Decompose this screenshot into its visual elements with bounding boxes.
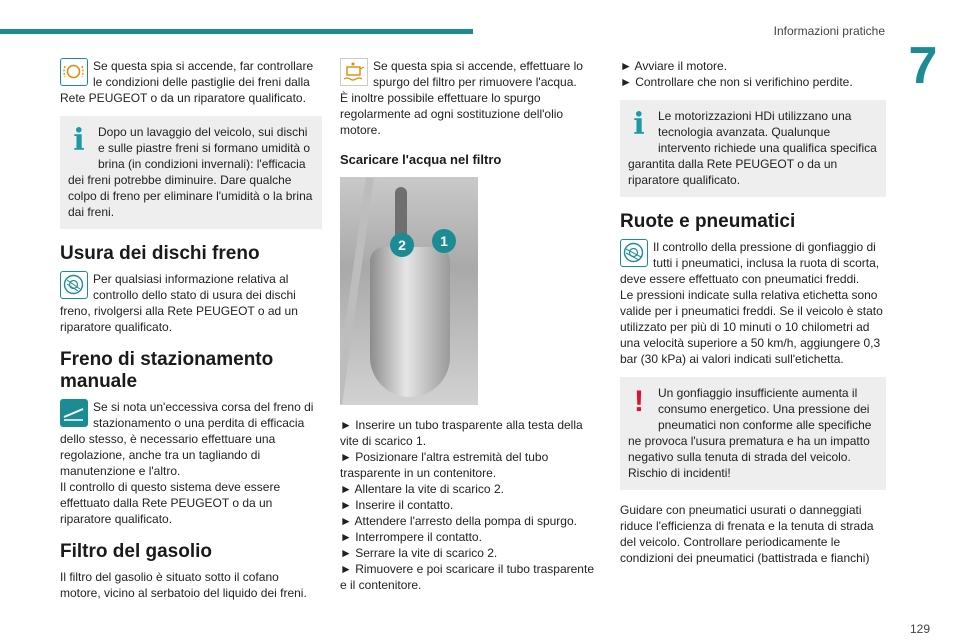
engine-steps <box>620 58 886 90</box>
step-item: ► Interrompere il contatto. <box>340 530 482 544</box>
water-drain-text: È inoltre possibile effettuare lo spurgo regolarmente ad ogni sostituzione dell'olio motore. <box>340 91 564 137</box>
disc-wear-text: Per qualsiasi informazione relativa al controllo dello stato di usura dei dischi freno, rivolgersi alla Rete PEUGEOT o ad un riparatore qualificato. <box>60 272 298 334</box>
parking-brake-text-2: Il controllo di questo sistema deve essere effettuato dalla Rete PEUGEOT o da un riparatore qualificato. <box>60 480 281 526</box>
photo-hose <box>340 178 374 405</box>
step-item: ► Inserire un tubo trasparente alla testa della vite di scarico 1. <box>340 418 583 448</box>
wheels-text-2: Le pressioni indicate sulla relativa etichetta sono valide per i pneumatici freddi. Se il veicolo è stato utilizzato per più di 10 minuti o 10 chilometri ad una velocità superiore a 50 km/h, aggiungere 0,3 bar (30 kPa) ai valori indicati sull'etichetta. <box>620 288 883 366</box>
diesel-filter-heading: Filtro del gasolio <box>60 541 213 562</box>
parking-brake-heading: Freno di stazionamento manuale <box>60 349 274 392</box>
step-item: ► Inserire il contatto. <box>340 498 454 512</box>
callout-1: 1 <box>432 229 456 253</box>
column-2 <box>340 58 602 593</box>
brake-pad-warning-icon <box>60 58 88 86</box>
parking-brake-block <box>60 399 322 527</box>
section-title: Informazioni pratiche <box>773 24 885 38</box>
disc-wear-heading: Usura dei dischi freno <box>60 243 260 264</box>
step-item: ► Avviare il motore. <box>620 59 728 73</box>
warning-exclamation-icon: ! <box>634 385 644 418</box>
info-moisture-text: Dopo un lavaggio del veicolo, sui dischi e sulle piastre freni si formano umidità o brina (in condizioni invernali): l'efficacia dei freni potrebbe diminuire. Dare qualche colpo di freno per eliminare l'umidità o la brina dai freni. <box>68 125 313 219</box>
brake-disc-icon <box>60 271 88 299</box>
chapter-number: 7 <box>908 37 938 95</box>
wheels-text-1: Il controllo della pressione di gonfiaggio di tutti i pneumatici, inclusa la ruota di scorta, deve essere effettuato con pneumatici freddi. <box>620 240 880 286</box>
water-warning-block <box>340 58 602 138</box>
disc-wear-block <box>60 271 322 335</box>
photo-filter-body <box>370 247 450 397</box>
drain-steps <box>340 417 602 593</box>
column-3 <box>620 58 886 566</box>
wheels-text-3: Guidare con pneumatici usurati o danneggiati riduce l'efficienza di frenata e la tenuta di strada del veicolo. Controllare periodicamente le condizioni dei pneumatici (battistrada e fianchi) <box>620 503 874 565</box>
info-box-moisture <box>60 116 322 229</box>
parking-brake-text-1: Se si nota un'eccessiva corsa del freno di stazionamento o una perdita di efficacia dello stesso, è necessario effettuare una regolazione, anche tra un tagliando di manutenzione e l'altro. <box>60 400 314 478</box>
parking-brake-icon <box>60 399 88 427</box>
step-item: ► Controllare che non si verifichino perdite. <box>620 75 853 89</box>
page-number: 129 <box>909 622 930 636</box>
diesel-filter-text: Il filtro del gasolio è situato sotto il cofano motore, vicino al serbatoio del liquido dei freni. <box>60 570 307 600</box>
fuel-filter-photo <box>340 177 478 405</box>
header-accent-bar <box>0 29 473 34</box>
callout-2: 2 <box>390 233 414 257</box>
step-item: ► Serrare la vite di scarico 2. <box>340 546 498 560</box>
step-item: ► Posizionare l'altra estremità del tubo trasparente in un contenitore. <box>340 450 549 480</box>
wheels-block <box>620 239 886 367</box>
info-hdi-text: Le motorizzazioni HDi utilizzano una tecnologia avanzata. Qualunque intervento richiede una qualifica specifica garantita dalla Rete PEUGEOT o da un riparatore qualificato. <box>628 109 877 187</box>
step-item: ► Attendere l'arresto della pompa di spurgo. <box>340 514 577 528</box>
brake-pad-warning-text: Se questa spia si accende, far controllare le condizioni delle pastiglie dei freni dalla Rete PEUGEOT o da un riparatore qualificato. <box>60 59 314 105</box>
wheels-heading: Ruote e pneumatici <box>620 211 796 232</box>
info-icon: i <box>73 123 85 158</box>
info-icon: i <box>633 107 645 142</box>
step-item: ► Allentare la vite di scarico 2. <box>340 482 504 496</box>
warning-box-pressure <box>620 377 886 490</box>
water-in-fuel-icon <box>340 58 368 86</box>
warning-pressure-text: Un gonfiaggio insufficiente aumenta il consumo energetico. Una pressione dei pneumatici non conforme alle specifiche ne provoca l'usura prematura e ha un impatto negativo sulla tenuta di strada del veicolo. Rischio di incidenti! <box>628 386 872 480</box>
column-1 <box>60 58 322 601</box>
tyre-icon <box>620 239 648 267</box>
info-box-hdi <box>620 100 886 197</box>
step-item: ► Rimuovere e poi scaricare il tubo trasparente e il contenitore. <box>340 562 594 592</box>
water-warning-text: Se questa spia si accende, effettuare lo spurgo del filtro per rimuovere l'acqua. <box>373 59 583 89</box>
brake-pad-warning-block <box>60 58 322 106</box>
drain-heading: Scaricare l'acqua nel filtro <box>340 152 502 167</box>
